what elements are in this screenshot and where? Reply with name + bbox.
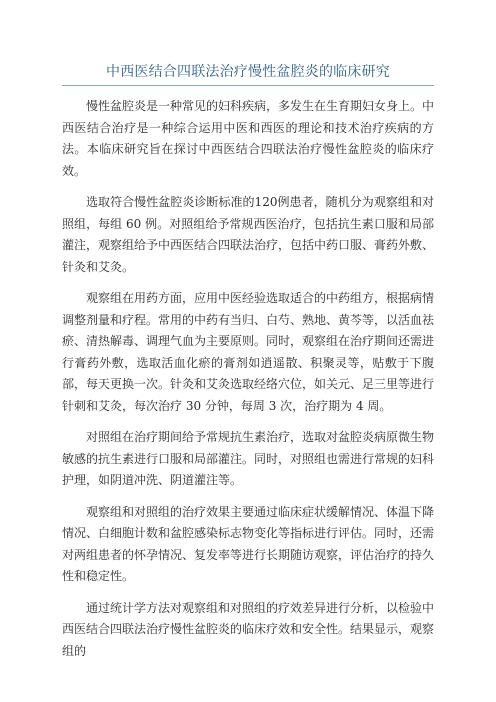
title-underline [62, 85, 434, 86]
paragraph-observation-group: 观察组在用药方面，应用中医经验选取适合的中药组方，根据病情调整剂量和疗程。常用的中药有当归、白芍、熟地、黄芩等，以活血祛瘀、清热解毒、调理气血为主要原则。同时，观察组在治疗期间还需进行膏药外敷，选取活血化瘀的膏剂如逍遥散、积聚灵等，贴敷于下腹部，每天更换一次。针灸和艾灸选取经络穴位，如关元、足三里等进行针刺和艾灸，每次治疗 30 分钟，每周 3 次，治疗期为 4 周。 [62, 291, 435, 413]
paragraph-intro: 慢性盆腔炎是一种常见的妇科疾病，多发生在生育期妇女身上。中西医结合治疗是一种综合运用中医和西医的理论和技术治疗疾病的方法。本临床研究旨在探讨中西医结合四联法治疗慢性盆腔炎的临床疗效。 [62, 99, 435, 178]
document-title: 中西医结合四联法治疗慢性盆腔炎的临床研究 [106, 64, 390, 80]
paragraph-methods: 选取符合慢性盆腔炎诊断标准的120例患者，随机分为观察组和对照组，每组 60 例。对照组给予常规西医治疗，包括抗生素口服和局部灌注，观察组给予中西医结合四联法治疗，包括中药口服、膏药外敷、针灸和艾灸。 [62, 195, 435, 274]
paragraph-evaluation: 观察组和对照组的治疗效果主要通过临床症状缓解情况、体温下降情况、白细胞计数和盆腔感染标志物变化等指标进行评估。同时，还需对两组患者的怀孕情况、复发率等进行长期随访观察，评估治疗的持久性和稳定性。 [62, 504, 435, 583]
document-body [62, 96, 434, 672]
paragraph-statistics: 通过统计学方法对观察组和对照组的疗效差异进行分析，以检验中西医结合四联法治疗慢性盆腔炎的临床疗效和安全性。结果显示，观察组的 [62, 600, 435, 658]
paragraph-control-group: 对照组在治疗期间给予常规抗生素治疗，选取对盆腔炎病原微生物敏感的抗生素进行口服和局部灌注。同时，对照组也需进行常规的妇科护理，如阴道冲洗、阴道灌注等。 [62, 430, 435, 487]
